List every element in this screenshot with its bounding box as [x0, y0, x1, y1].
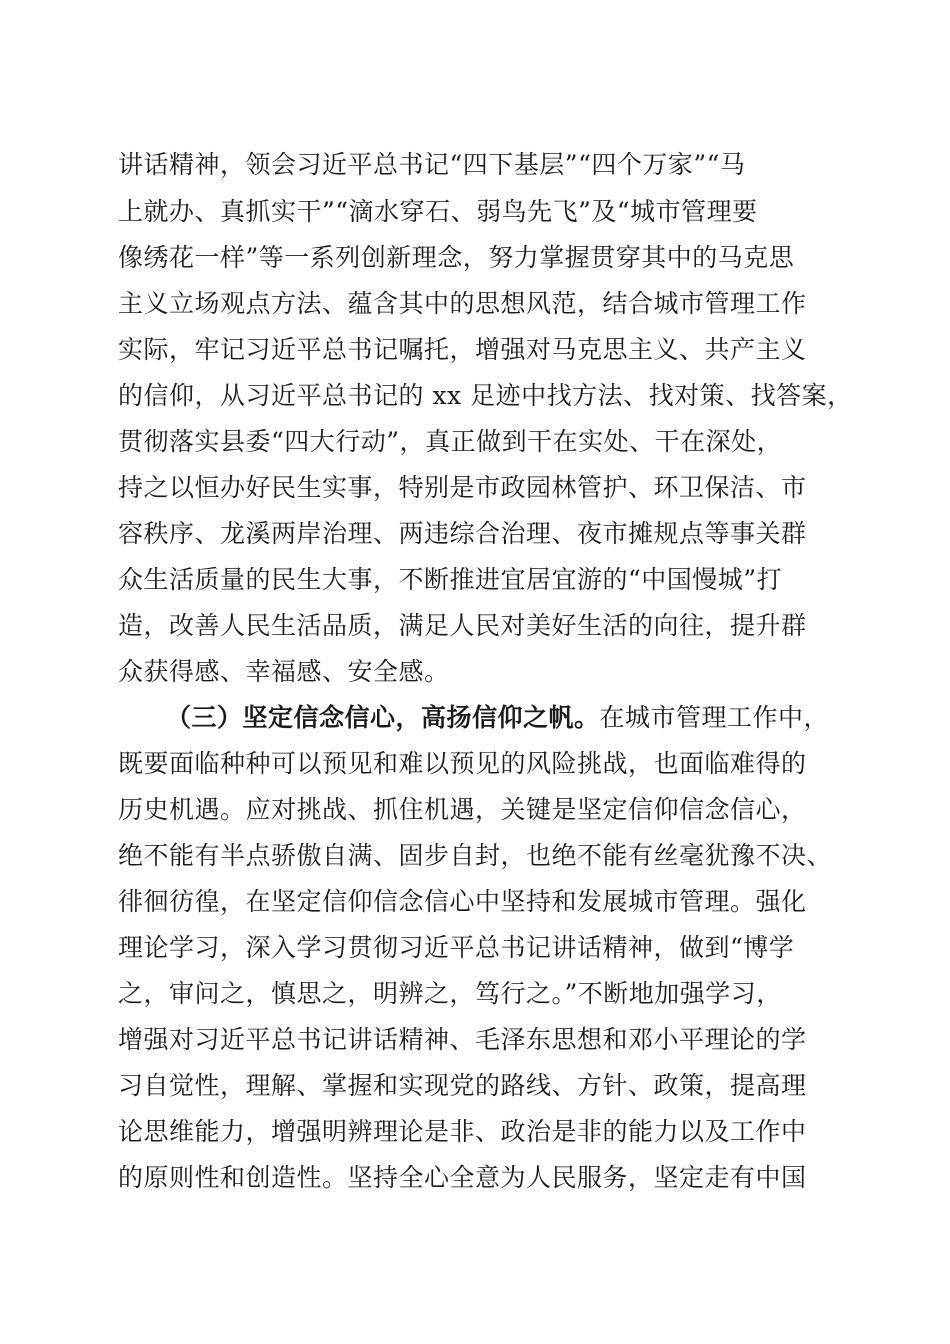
paragraph-2-line-10: 论思维能力，增强明辨理论是非、政治是非的能力以及工作中 — [118, 1117, 807, 1146]
paragraph-1-line-4: 主义立场观点方法、蕴含其中的思想风范，结合城市管理工作 — [118, 289, 807, 318]
paragraph-2-line-3: 历史机遇。应对挑战、抓住机遇，关键是坚定信仰信念信心， — [118, 795, 807, 824]
paragraph-2-line-11: 的原则性和创造性。坚持全心全意为人民服务，坚定走有中国 — [118, 1163, 807, 1192]
section-heading: （三）坚定信念信心，高扬信仰之帆。 — [166, 703, 600, 732]
paragraph-1-line-6: 的信仰，从习近平总书记的 xx 足迹中找方法、找对策、找答案， — [118, 381, 853, 410]
paragraph-2-line-8: 增强对习近平总书记讲话精神、毛泽东思想和邓小平理论的学 — [118, 1025, 807, 1054]
paragraph-1-line-11: 造，改善人民生活品质，满足人民对美好生活的向往，提升群 — [118, 611, 807, 640]
paragraph-1-line-10: 众生活质量的民生大事，不断推进宜居宜游的“中国慢城”打 — [118, 565, 783, 594]
paragraph-2-line-1 — [166, 705, 829, 730]
paragraph-2-line-4: 绝不能有半点骄傲自满、固步自封，也绝不能有丝毫犹豫不决、 — [118, 841, 833, 870]
paragraph-1-line-2: 上就办、真抓实干”“滴水穿石、弱鸟先飞”及“城市管理要 — [118, 197, 758, 226]
paragraph-1-line-1: 讲话精神，领会习近平总书记“四下基层”“四个万家”“马 — [118, 150, 746, 179]
paragraph-1-line-3: 像绣花一样”等一系列创新理念，努力掌握贯穿其中的马克思 — [118, 243, 795, 272]
paragraph-2-line-6: 理论学习，深入学习贯彻习近平总书记讲话精神，做到“博学 — [118, 933, 795, 962]
paragraph-2-line-7: 之，审问之，慎思之，明辨之，笃行之。”不断地加强学习， — [118, 979, 782, 1008]
paragraph-1-line-8: 持之以恒办好民生实事，特别是市政园林管护、环卫保洁、市 — [118, 473, 807, 502]
paragraph-1-line-12: 众获得感、幸福感、安全感。 — [118, 657, 450, 686]
paragraph-2-line-2: 既要面临种种可以预见和难以预见的风险挑战，也面临难得的 — [118, 749, 807, 778]
paragraph-1-line-9: 容秩序、龙溪两岸治理、两违综合治理、夜市摊规点等事关群 — [118, 519, 807, 548]
paragraph-1-line-5: 实际，牢记习近平总书记嘱托，增强对马克思主义、共产主义 — [118, 335, 807, 364]
paragraph-2-line-1-rest: 在城市管理工作中， — [599, 703, 830, 732]
paragraph-2-line-5: 徘徊彷徨，在坚定信仰信念信心中坚持和发展城市管理。强化 — [118, 887, 807, 916]
paragraph-2-line-9: 习自觉性，理解、掌握和实现党的路线、方针、政策，提高理 — [118, 1071, 807, 1100]
paragraph-1-line-7: 贯彻落实县委“四大行动”，真正做到干在实处、干在深处， — [118, 427, 783, 456]
